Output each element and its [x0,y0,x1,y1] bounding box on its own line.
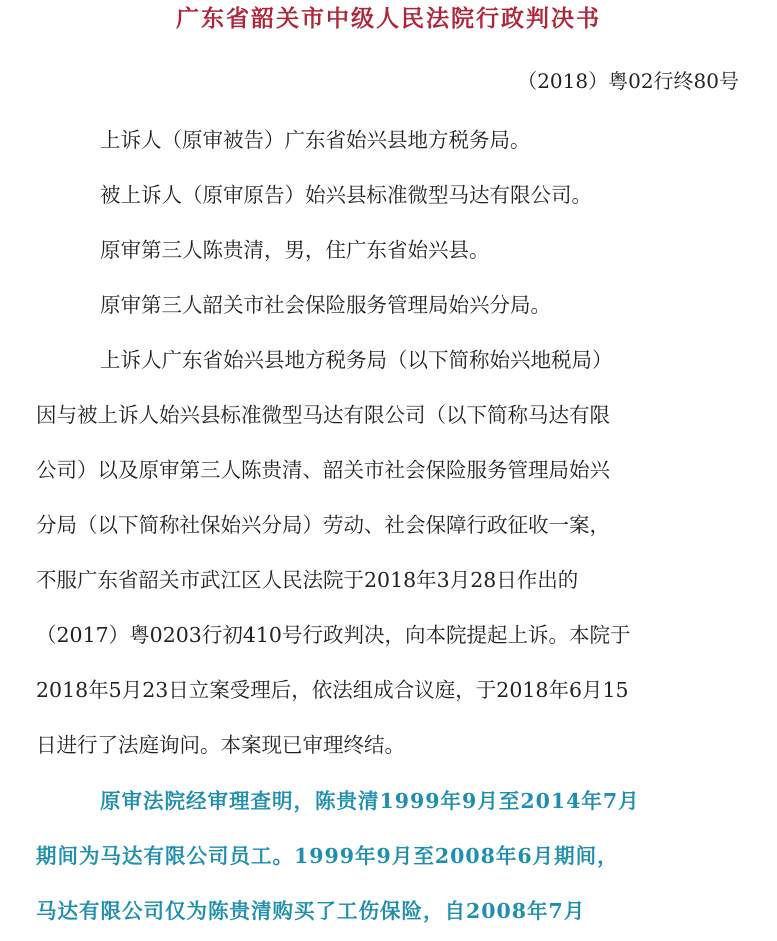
party-appellant: 上诉人（原审被告）广东省始兴县地方税务局。 [100,128,531,152]
body-line: 2018年5月23日立案受理后，依法组成合议庭，于2018年6月15 [36,678,629,702]
finding-line: 马达有限公司仅为陈贵清购买了工伤保险，自2008年7月 [36,899,586,923]
body-line: 不服广东省韶关市武江区人民法院于2018年3月28日作出的 [36,568,579,592]
body-line: 日进行了法庭询问。本案现已审理终结。 [36,733,405,757]
body-line: 上诉人广东省始兴县地方税务局（以下简称始兴地税局） [100,348,613,372]
party-appellee: 被上诉人（原审原告）始兴县标准微型马达有限公司。 [100,183,592,207]
body-line: 因与被上诉人始兴县标准微型马达有限公司（以下简称马达有限 [36,403,610,427]
document-title: 广东省韶关市中级人民法院行政判决书 [176,5,601,32]
party-third-bureau: 原审第三人韶关市社会保险服务管理局始兴分局。 [100,293,551,317]
body-line: 分局（以下简称社保始兴分局）劳动、社会保障行政征收一案， [36,513,610,537]
body-line: （2017）粤0203行初410号行政判决，向本院提起上诉。本院于 [36,623,631,647]
case-number: （2018）粤02行终80号 [517,69,739,93]
finding-line: 原审法院经审理查明，陈贵清1999年9月至2014年7月 [100,789,640,813]
finding-line: 期间为马达有限公司员工。1999年9月至2008年6月期间， [36,844,619,868]
body-line: 公司）以及原审第三人陈贵清、韶关市社会保险服务管理局始兴 [36,458,610,482]
party-third-person: 原审第三人陈贵清，男，住广东省始兴县。 [100,238,490,262]
